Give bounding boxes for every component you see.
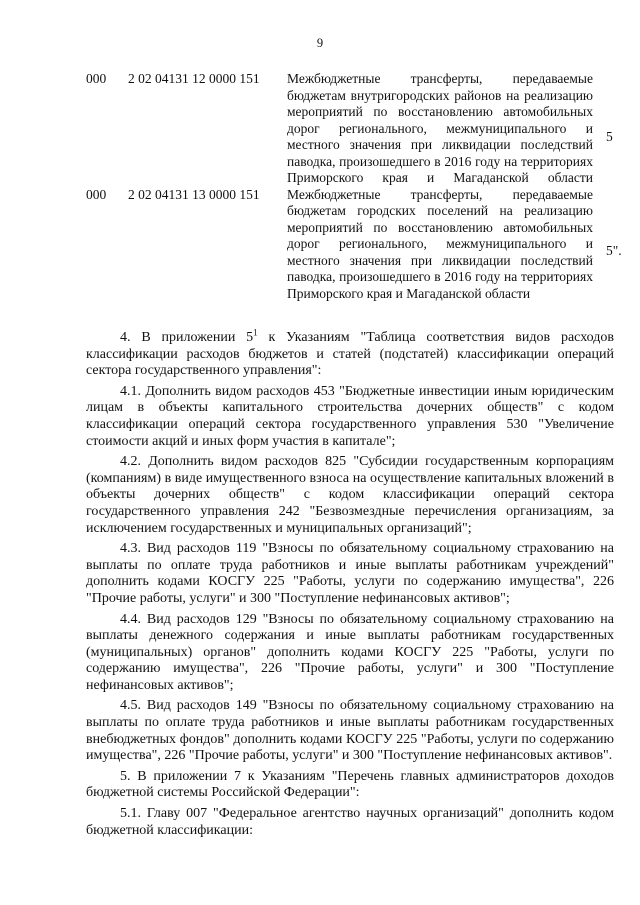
admin-code: 000 (86, 186, 107, 202)
row-value: 5 (606, 129, 613, 144)
table-row (86, 71, 626, 187)
document-body (86, 327, 615, 843)
paragraph-4-rest: к Указаниям "Таблица соответствия видов расходов классификации расходов бюджетов и статей (подстатей) классификации операций сектора государственного управления": (86, 330, 615, 379)
page-number: 9 (316, 36, 324, 50)
budget-classification-code: 2 02 04131 13 0000 151 (128, 186, 260, 202)
paragraph-4-2: 4.2. Дополнить видом расходов 825 "Субсидии государственным корпорациям (компаниям) в виде имущественного взноса на осуществление капитальных вложений в объекты дочерних обществ" с кодом классификации операций сектора государственного управления 242 "Безвозмездные перечисления организациям, за исключением государственных и муниципальных организаций"; (86, 454, 614, 536)
paragraph-4-4: 4.4. Вид расходов 129 "Взносы по обязательному социальному страхованию на выплаты денежного содержания и иные выплаты работникам государственных (муниципальных) органов" дополнить кодами КОСГУ 225 "Работы, услуги по содержанию имущества", 226 "Прочие работы, услуги" и 300 "Поступление нефинансовых активов"; (86, 611, 614, 693)
paragraph-4-1: 4.1. Дополнить видом расходов 453 "Бюджетные инвестиции иным юридическим лицам в объекты капитального строительства дочерних обществ" с кодом классификации операций сектора государственного управления 530 "Увеличение стоимости акций и иных форм участия в капитале"; (86, 383, 614, 449)
paragraph-5: 5. В приложении 7 к Указаниям "Перечень главных администраторов доходов бюджетной системы Российской Федерации": (86, 768, 614, 801)
paragraph-5-1: 5.1. Главу 007 "Федеральное агентство научных организаций" дополнить кодом бюджетной классификации: (86, 806, 614, 838)
row-value: 5". (606, 242, 622, 258)
admin-code: 000 (86, 71, 107, 86)
table-row (86, 187, 626, 303)
paragraph-4-superscript: 1 (253, 327, 258, 338)
row-description: Межбюджетные трансферты, передаваемые бюджетам городских поселений на реализацию мероприятий по восстановлению автомобильных дорог регионального, межмуниципального и местного значения при ликвидации последствий паводка, произошедшего в 2016 году на территориях Приморского края и Магаданской области (287, 186, 593, 301)
budget-code-table (86, 71, 626, 302)
paragraph-4 (86, 327, 615, 380)
budget-classification-code: 2 02 04131 12 0000 151 (128, 71, 260, 86)
paragraph-4-5: 4.5. Вид расходов 149 "Взносы по обязательному социальному страхованию на выплаты по оплате труда работников и иные выплаты работникам государственных внебюджетных фондов" дополнить кодами КОСГУ 225 "Работы, услуги по содержанию имущества", 226 "Прочие работы, услуги" и 300 "Поступление нефинансовых активов". (86, 698, 614, 764)
paragraph-4-3: 4.3. Вид расходов 119 "Взносы по обязательному социальному страхованию на выплаты по оплате труда работников и иные выплаты работникам учреждений" дополнить кодами КОСГУ 225 "Работы, услуги по содержанию имущества", 226 "Прочие работы, услуги" и 300 "Поступление нефинансовых активов"; (86, 541, 614, 606)
paragraph-4-prefix: 4. В приложении 5 (120, 330, 254, 345)
row-description: Межбюджетные трансферты, передаваемые бюджетам внутригородских районов на реализацию мероприятий по восстановлению автомобильных дорог регионального, межмуниципального и местного значения при ликвидации последствий паводка, произошедшего в 2016 году на территориях Приморского края и Магаданской области (287, 71, 593, 185)
